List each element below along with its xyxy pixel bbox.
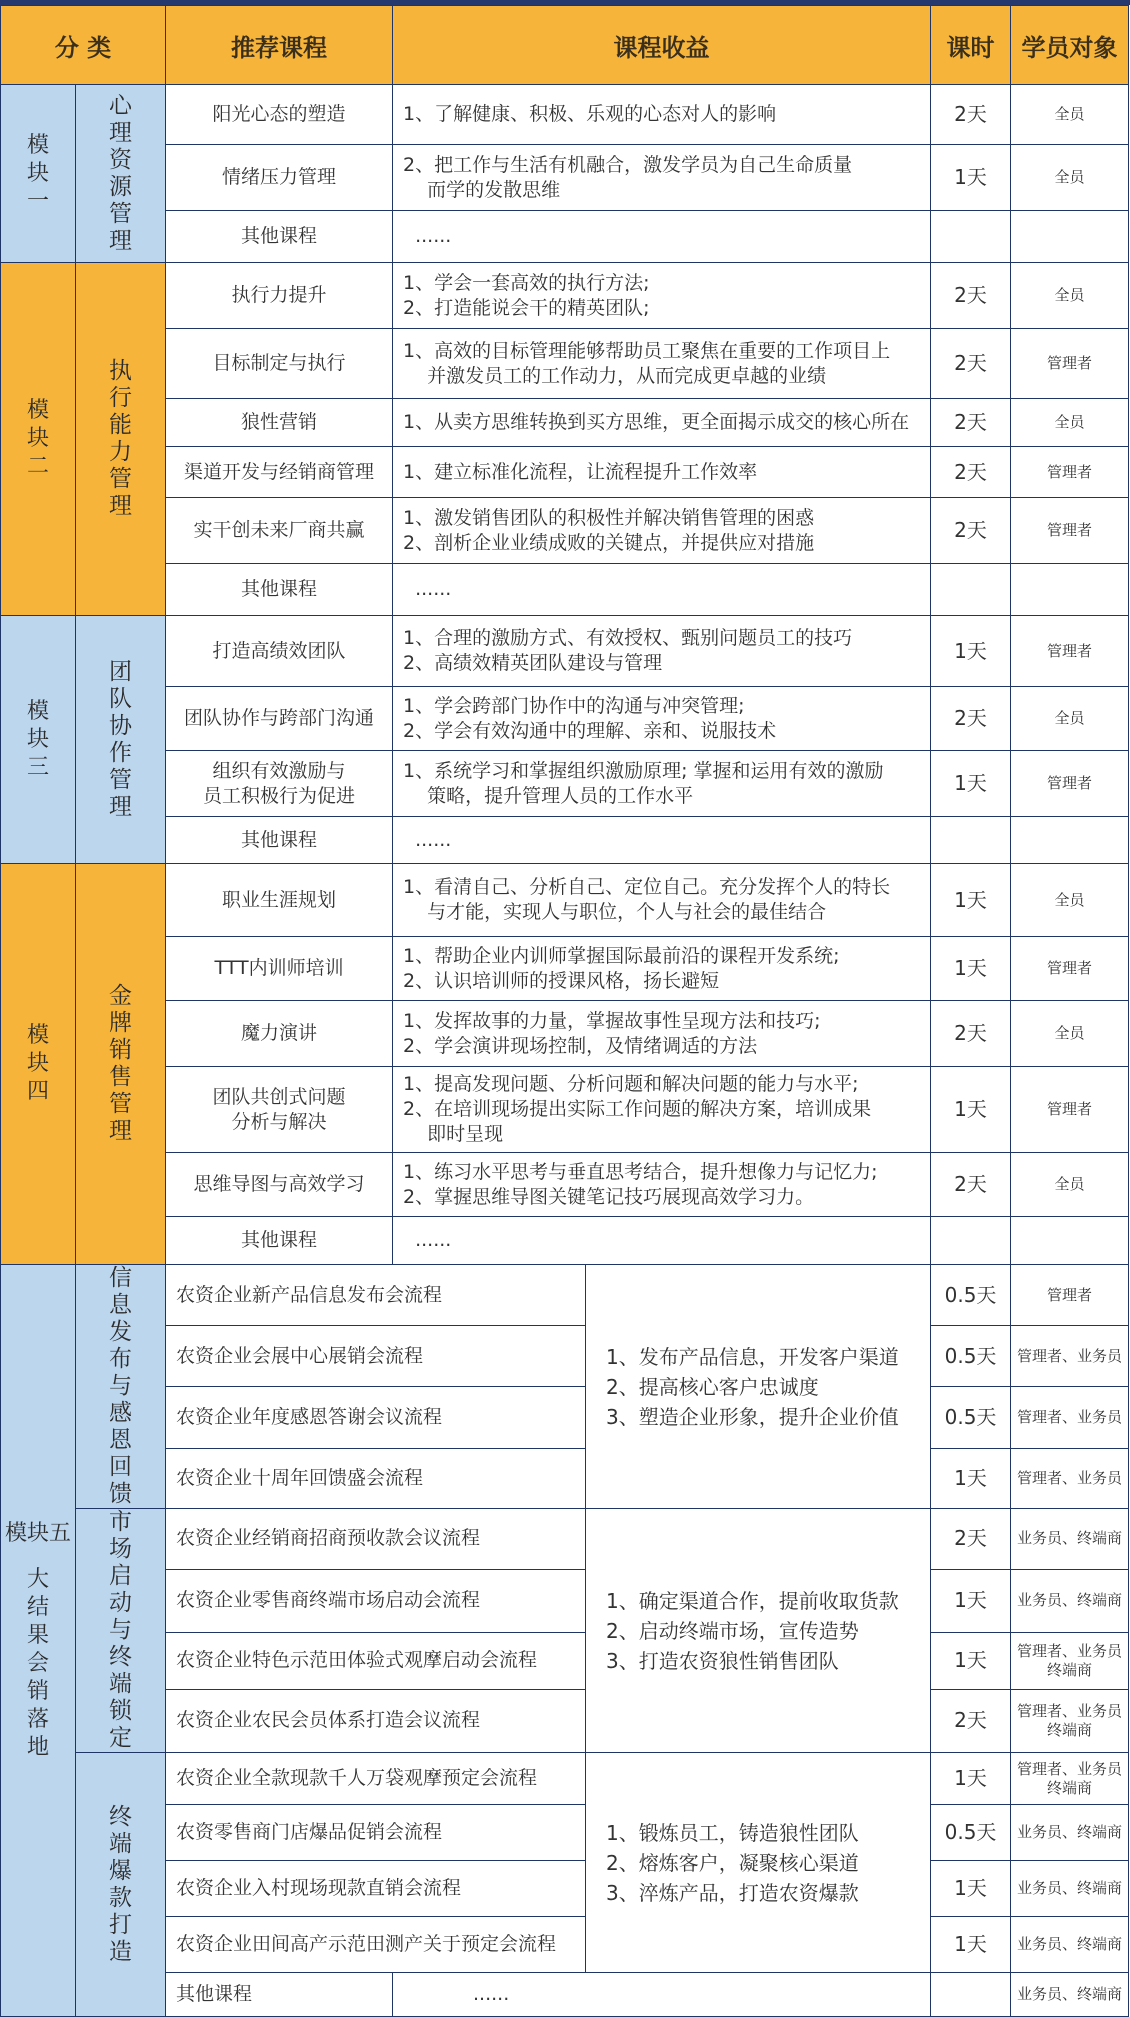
course-target: 管理者、业务员 终端商 bbox=[1011, 1632, 1129, 1689]
course-target: 全员 bbox=[1011, 85, 1129, 145]
course-hours: 2天 bbox=[931, 1153, 1011, 1217]
course-target bbox=[1011, 211, 1129, 263]
table-row bbox=[1, 329, 1129, 399]
course-target: 管理者 bbox=[1011, 329, 1129, 399]
course-benefit: 1、系统学习和掌握组织激励原理; 掌握和运用有效的激励 策略，提升管理人员的工作水平 bbox=[393, 751, 931, 817]
module-1-category: 心理资源管理 bbox=[76, 85, 166, 263]
table-row bbox=[1, 687, 1129, 751]
course-benefit: 1、了解健康、积极、乐观的心态对人的影响 bbox=[393, 85, 931, 145]
course-hours: 2天 bbox=[931, 1509, 1011, 1570]
table-row bbox=[1, 616, 1129, 687]
course-hours: 2天 bbox=[931, 498, 1011, 564]
course-target bbox=[1011, 817, 1129, 864]
course-name: 农资企业经销商招商预收款会议流程 bbox=[166, 1509, 586, 1570]
course-hours: 2天 bbox=[931, 399, 1011, 447]
table-row bbox=[1, 1569, 1129, 1632]
course-name: 渠道开发与经销商管理 bbox=[166, 447, 393, 498]
table-row bbox=[1, 211, 1129, 263]
table-row bbox=[1, 864, 1129, 937]
course-target: 业务员、终端商 bbox=[1011, 1861, 1129, 1917]
course-target: 管理者 bbox=[1011, 1067, 1129, 1153]
table-row bbox=[1, 1861, 1129, 1917]
course-target: 管理者、业务员 bbox=[1011, 1449, 1129, 1509]
course-name: 农资企业全款现款千人万袋观摩预定会流程 bbox=[166, 1753, 586, 1805]
course-name: 其他课程 bbox=[166, 1973, 393, 2017]
course-hours bbox=[931, 817, 1011, 864]
table-row bbox=[1, 1326, 1129, 1387]
course-hours: 2天 bbox=[931, 85, 1011, 145]
course-name: 思维导图与高效学习 bbox=[166, 1153, 393, 1217]
module-2-category: 执行能力管理 bbox=[76, 263, 166, 616]
module-5-group-1-category: 信息发布与感恩回馈 bbox=[76, 1265, 166, 1509]
course-target: 业务员、终端商 bbox=[1011, 1805, 1129, 1861]
course-name: 组织有效激励与 员工积极行为促进 bbox=[166, 751, 393, 817]
course-hours: 1天 bbox=[931, 751, 1011, 817]
course-name: 农资企业入村现场现款直销会流程 bbox=[166, 1861, 586, 1917]
table-row bbox=[1, 145, 1129, 211]
course-name: 目标制定与执行 bbox=[166, 329, 393, 399]
course-name: 职业生涯规划 bbox=[166, 864, 393, 937]
course-hours: 1天 bbox=[931, 1449, 1011, 1509]
course-benefit: ...... bbox=[393, 817, 931, 864]
table-row bbox=[1, 1689, 1129, 1752]
table-row bbox=[1, 817, 1129, 864]
course-target: 管理者、业务员 bbox=[1011, 1326, 1129, 1387]
table-row bbox=[1, 263, 1129, 329]
course-name: 阳光心态的塑造 bbox=[166, 85, 393, 145]
header-category: 分 类 bbox=[1, 6, 166, 85]
course-name: 农资企业会展中心展销会流程 bbox=[166, 1326, 586, 1387]
course-name: 狼性营销 bbox=[166, 399, 393, 447]
course-hours: 1天 bbox=[931, 616, 1011, 687]
group-3-benefit: 1、锻炼员工，铸造狼性团队 2、熔炼客户，凝聚核心渠道 3、淬炼产品，打造农资爆款 bbox=[586, 1753, 931, 1973]
course-benefit: ...... bbox=[393, 1217, 931, 1265]
course-hours: 0.5天 bbox=[931, 1265, 1011, 1326]
module-3-category: 团队协作管理 bbox=[76, 616, 166, 864]
header-benefit: 课程收益 bbox=[393, 6, 931, 85]
table-row bbox=[1, 1387, 1129, 1449]
course-benefit: 1、提高发现问题、分析问题和解决问题的能力与水平; 2、在培训现场提出实际工作问题的解决方案，培训成果 即时呈现 bbox=[393, 1067, 931, 1153]
course-benefit: 2、把工作与生活有机融合，激发学员为自己生命质量 而学的发散思维 bbox=[393, 145, 931, 211]
course-name: 农资企业十周年回馈盛会流程 bbox=[166, 1449, 586, 1509]
course-hours bbox=[931, 211, 1011, 263]
course-name: 农资企业特色示范田体验式观摩启动会流程 bbox=[166, 1632, 586, 1689]
course-benefit: 1、合理的激励方式、有效授权、甄别问题员工的技巧 2、高绩效精英团队建设与管理 bbox=[393, 616, 931, 687]
course-benefit: 1、看清自己、分析自己、定位自己。充分发挥个人的特长 与才能，实现人与职位，个人与社会的最佳结合 bbox=[393, 864, 931, 937]
course-target: 管理者、业务员 终端商 bbox=[1011, 1753, 1129, 1805]
course-name: 执行力提升 bbox=[166, 263, 393, 329]
course-target: 全员 bbox=[1011, 263, 1129, 329]
table-row bbox=[1, 937, 1129, 1001]
table-row bbox=[1, 1001, 1129, 1067]
course-target: 业务员、终端商 bbox=[1011, 1569, 1129, 1632]
course-target: 全员 bbox=[1011, 1001, 1129, 1067]
course-hours bbox=[931, 1217, 1011, 1265]
header-hours: 课时 bbox=[931, 6, 1011, 85]
course-benefit: 1、高效的目标管理能够帮助员工聚焦在重要的工作项目上 并激发员工的工作动力，从而完成更卓越的业绩 bbox=[393, 329, 931, 399]
course-target: 管理者 bbox=[1011, 616, 1129, 687]
course-target: 管理者 bbox=[1011, 1265, 1129, 1326]
course-target: 业务员、终端商 bbox=[1011, 1973, 1129, 2017]
course-hours bbox=[931, 1973, 1011, 2017]
course-benefit: 1、建立标准化流程，让流程提升工作效率 bbox=[393, 447, 931, 498]
course-name: 团队共创式问题 分析与解决 bbox=[166, 1067, 393, 1153]
course-hours: 2天 bbox=[931, 687, 1011, 751]
course-hours: 1天 bbox=[931, 1569, 1011, 1632]
course-table bbox=[0, 5, 1129, 2017]
module-3-label: 模块三 bbox=[1, 616, 76, 864]
course-hours: 0.5天 bbox=[931, 1326, 1011, 1387]
course-target: 管理者 bbox=[1011, 447, 1129, 498]
course-hours: 2天 bbox=[931, 263, 1011, 329]
table-row bbox=[1, 1973, 1129, 2017]
course-name: 其他课程 bbox=[166, 817, 393, 864]
course-hours: 1天 bbox=[931, 864, 1011, 937]
course-target: 业务员、终端商 bbox=[1011, 1917, 1129, 1973]
header-course: 推荐课程 bbox=[166, 6, 393, 85]
course-benefit: 1、从卖方思维转换到买方思维，更全面揭示成交的核心所在 bbox=[393, 399, 931, 447]
course-benefit: ...... bbox=[393, 1973, 931, 2017]
course-name: 实干创未来厂商共赢 bbox=[166, 498, 393, 564]
module-4-label: 模块四 bbox=[1, 864, 76, 1265]
module-5-group-2-category: 市场启动与终端锁定 bbox=[76, 1509, 166, 1753]
group-1-benefit: 1、发布产品信息，开发客户渠道 2、提高核心客户忠诚度 3、塑造企业形象，提升企业价值 bbox=[586, 1265, 931, 1509]
course-target: 全员 bbox=[1011, 399, 1129, 447]
course-target: 全员 bbox=[1011, 687, 1129, 751]
module-5-label: 模块五 大结果会销落地 bbox=[1, 1265, 76, 2017]
course-benefit: 1、发挥故事的力量，掌握故事性呈现方法和技巧; 2、学会演讲现场控制，及情绪调适的方法 bbox=[393, 1001, 931, 1067]
course-benefit: ...... bbox=[393, 564, 931, 616]
table-row bbox=[1, 1753, 1129, 1805]
course-hours bbox=[931, 564, 1011, 616]
table-row bbox=[1, 1067, 1129, 1153]
course-hours: 1天 bbox=[931, 1917, 1011, 1973]
course-target: 管理者 bbox=[1011, 498, 1129, 564]
table-row bbox=[1, 751, 1129, 817]
course-name: 魔力演讲 bbox=[166, 1001, 393, 1067]
module-2-label: 模块二 bbox=[1, 263, 76, 616]
course-hours: 1天 bbox=[931, 1861, 1011, 1917]
table-row bbox=[1, 1509, 1129, 1570]
course-hours: 1天 bbox=[931, 1753, 1011, 1805]
course-hours: 2天 bbox=[931, 447, 1011, 498]
header-target: 学员对象 bbox=[1011, 6, 1129, 85]
table-row bbox=[1, 447, 1129, 498]
table-row bbox=[1, 399, 1129, 447]
course-target: 全员 bbox=[1011, 1153, 1129, 1217]
course-benefit: 1、帮助企业内训师掌握国际最前沿的课程开发系统; 2、认识培训师的授课风格，扬长避短 bbox=[393, 937, 931, 1001]
course-name: 团队协作与跨部门沟通 bbox=[166, 687, 393, 751]
course-name: 其他课程 bbox=[166, 564, 393, 616]
course-benefit: 1、激发销售团队的积极性并解决销售管理的困惑 2、剖析企业业绩成败的关键点，并提供应对措施 bbox=[393, 498, 931, 564]
course-hours: 0.5天 bbox=[931, 1387, 1011, 1449]
table-row bbox=[1, 85, 1129, 145]
course-name: 农资企业零售商终端市场启动会流程 bbox=[166, 1569, 586, 1632]
course-target: 管理者 bbox=[1011, 751, 1129, 817]
course-benefit: ...... bbox=[393, 211, 931, 263]
table-row bbox=[1, 1265, 1129, 1326]
module-1-label: 模块一 bbox=[1, 85, 76, 263]
course-benefit: 1、学会一套高效的执行方法; 2、打造能说会干的精英团队; bbox=[393, 263, 931, 329]
course-hours: 2天 bbox=[931, 329, 1011, 399]
course-name: 农资企业农民会员体系打造会议流程 bbox=[166, 1689, 586, 1752]
course-target: 全员 bbox=[1011, 864, 1129, 937]
course-hours: 0.5天 bbox=[931, 1805, 1011, 1861]
group-2-benefit: 1、确定渠道合作，提前收取货款 2、启动终端市场，宣传造势 3、打造农资狼性销售团队 bbox=[586, 1509, 931, 1753]
course-target: 业务员、终端商 bbox=[1011, 1509, 1129, 1570]
table-row bbox=[1, 1632, 1129, 1689]
course-target: 管理者、业务员 bbox=[1011, 1387, 1129, 1449]
course-name: 情绪压力管理 bbox=[166, 145, 393, 211]
course-hours: 1天 bbox=[931, 937, 1011, 1001]
course-name: 农资企业新产品信息发布会流程 bbox=[166, 1265, 586, 1326]
table-row bbox=[1, 1153, 1129, 1217]
table-row bbox=[1, 498, 1129, 564]
course-target: 管理者、业务员 终端商 bbox=[1011, 1689, 1129, 1752]
course-name: TTT内训师培训 bbox=[166, 937, 393, 1001]
course-hours: 1天 bbox=[931, 1067, 1011, 1153]
course-target: 全员 bbox=[1011, 145, 1129, 211]
table-row bbox=[1, 1217, 1129, 1265]
course-hours: 2天 bbox=[931, 1001, 1011, 1067]
module-5-group-3-category: 终端爆款打造 bbox=[76, 1753, 166, 2017]
course-name: 其他课程 bbox=[166, 1217, 393, 1265]
course-hours: 2天 bbox=[931, 1689, 1011, 1752]
course-hours: 1天 bbox=[931, 1632, 1011, 1689]
course-target bbox=[1011, 564, 1129, 616]
course-name: 农资企业田间高产示范田测产关于预定会流程 bbox=[166, 1917, 586, 1973]
course-benefit: 1、练习水平思考与垂直思考结合，提升想像力与记忆力; 2、掌握思维导图关键笔记技巧展现高效学习力。 bbox=[393, 1153, 931, 1217]
course-target bbox=[1011, 1217, 1129, 1265]
table-row bbox=[1, 1805, 1129, 1861]
course-name: 农资企业年度感恩答谢会议流程 bbox=[166, 1387, 586, 1449]
table-row bbox=[1, 1449, 1129, 1509]
course-name: 其他课程 bbox=[166, 211, 393, 263]
module-4-category: 金牌销售管理 bbox=[76, 864, 166, 1265]
course-target: 管理者 bbox=[1011, 937, 1129, 1001]
course-hours: 1天 bbox=[931, 145, 1011, 211]
course-benefit: 1、学会跨部门协作中的沟通与冲突管理; 2、学会有效沟通中的理解、亲和、说服技术 bbox=[393, 687, 931, 751]
course-name: 打造高绩效团队 bbox=[166, 616, 393, 687]
header-row bbox=[1, 6, 1129, 85]
table-row bbox=[1, 564, 1129, 616]
course-name: 农资零售商门店爆品促销会流程 bbox=[166, 1805, 586, 1861]
